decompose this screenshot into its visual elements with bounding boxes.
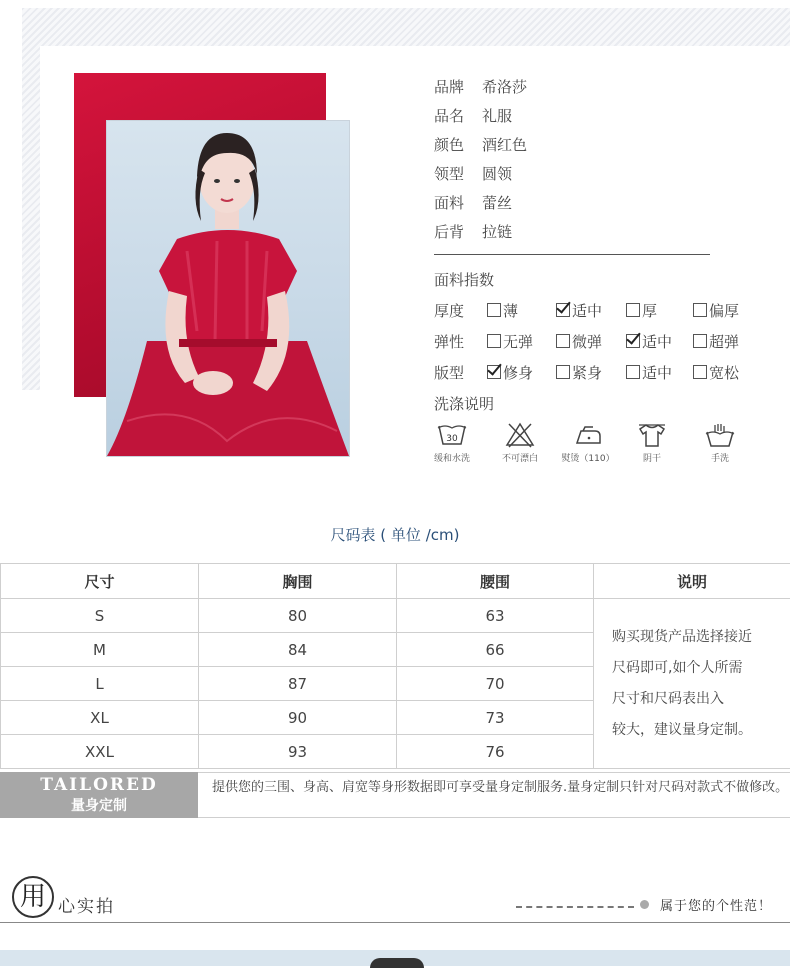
svg-text:30: 30 xyxy=(446,434,458,444)
fabric-option: 微弹 xyxy=(556,331,602,352)
checkbox-icon xyxy=(626,365,640,379)
table-row xyxy=(1,599,790,633)
column-header: 腰围 xyxy=(397,564,594,599)
section-title: 心实拍 xyxy=(58,892,115,917)
spec-value: 拉链 xyxy=(482,223,512,241)
tailored-badge xyxy=(0,772,198,818)
size-cell: L xyxy=(1,667,199,701)
fabric-row-label: 弹性 xyxy=(434,331,474,352)
tailored-note: 提供您的三围、身高、肩宽等身形数据即可享受量身定制服务.量身定制只针对尺码对款式不做修改。 xyxy=(198,772,790,818)
section-mark: 用 xyxy=(12,876,54,918)
column-header: 尺寸 xyxy=(1,564,199,599)
section-dashes xyxy=(516,906,634,909)
spec-label: 品名 xyxy=(434,105,482,126)
model-illustration xyxy=(107,121,349,456)
tailored-en: TAILORED xyxy=(0,775,198,795)
spec-value: 希洛莎 xyxy=(482,78,527,96)
waist-cell: 63 xyxy=(397,599,594,633)
spec-value: 礼服 xyxy=(482,107,512,125)
section-dot xyxy=(640,900,649,909)
checkbox-icon xyxy=(693,303,707,317)
fabric-index-title: 面料指数 xyxy=(434,269,494,290)
table-header-row xyxy=(1,564,790,599)
column-header: 胸围 xyxy=(199,564,397,599)
checkbox-icon xyxy=(556,365,570,379)
checkbox-icon xyxy=(556,334,570,348)
hand-wash-icon xyxy=(705,422,735,448)
spec-label: 后背 xyxy=(434,221,482,242)
chest-cell: 90 xyxy=(199,701,397,735)
care-item xyxy=(490,422,550,464)
checkbox-icon xyxy=(487,334,501,348)
fabric-row-label: 厚度 xyxy=(434,300,474,321)
checkbox-icon xyxy=(626,303,640,317)
spec-value: 蕾丝 xyxy=(482,194,512,212)
spec-value: 圆领 xyxy=(482,165,512,183)
chest-cell: 84 xyxy=(199,633,397,667)
fabric-option: 宽松 xyxy=(693,362,739,383)
fabric-option: 薄 xyxy=(487,300,518,321)
spec-row-name xyxy=(434,105,512,126)
checkbox-icon xyxy=(693,334,707,348)
checkbox-checked-icon xyxy=(556,303,570,317)
decorative-hatch-left xyxy=(22,8,40,390)
size-cell: S xyxy=(1,599,199,633)
waist-cell: 73 xyxy=(397,701,594,735)
fabric-option: 适中 xyxy=(626,331,672,352)
size-cell: XL xyxy=(1,701,199,735)
waist-cell: 66 xyxy=(397,633,594,667)
spec-label: 领型 xyxy=(434,163,482,184)
note-line: 尺码即可,如个人所需 xyxy=(612,653,790,684)
spec-label: 面料 xyxy=(434,192,482,213)
fabric-option: 修身 xyxy=(487,362,533,383)
spec-label: 颜色 xyxy=(434,134,482,155)
chest-cell: 80 xyxy=(199,599,397,633)
decorative-hatch-top xyxy=(22,8,790,46)
fabric-option: 适中 xyxy=(626,362,672,383)
chest-cell: 93 xyxy=(199,735,397,769)
wash-30-icon xyxy=(437,422,467,448)
spec-row-brand xyxy=(434,76,527,97)
next-photo-hair xyxy=(370,958,424,968)
column-header: 说明 xyxy=(594,564,790,599)
fabric-option: 紧身 xyxy=(556,362,602,383)
size-table xyxy=(0,563,790,769)
chest-cell: 87 xyxy=(199,667,397,701)
note-line: 购买现货产品选择接近 xyxy=(612,622,790,653)
spec-divider xyxy=(434,254,710,255)
checkbox-checked-icon xyxy=(487,365,501,379)
product-photo xyxy=(106,120,350,457)
care-item xyxy=(690,422,750,464)
fabric-option: 超弹 xyxy=(693,331,739,352)
fabric-option: 偏厚 xyxy=(693,300,739,321)
checkbox-checked-icon xyxy=(626,334,640,348)
checkbox-icon xyxy=(693,365,707,379)
section-slogan: 属于您的个性范！ xyxy=(660,895,772,914)
care-item xyxy=(622,422,682,464)
waist-cell: 70 xyxy=(397,667,594,701)
tailored-cn: 量身定制 xyxy=(0,795,198,815)
iron-icon xyxy=(573,422,603,448)
care-label: 缓和水洗 xyxy=(422,451,482,464)
note-line: 较大，建议量身定制。 xyxy=(612,715,790,746)
care-item xyxy=(422,422,482,464)
spec-row-fabric xyxy=(434,192,512,213)
no-bleach-icon xyxy=(505,422,535,448)
fabric-option: 厚 xyxy=(626,300,657,321)
spec-row-back xyxy=(434,221,512,242)
fabric-row-label: 版型 xyxy=(434,362,474,383)
spec-label: 品牌 xyxy=(434,76,482,97)
size-note xyxy=(594,599,790,769)
spec-value: 酒红色 xyxy=(482,136,527,154)
note-line: 尺寸和尺码表出入 xyxy=(612,684,790,715)
size-table-title: 尺码表 ( 单位 /cm) xyxy=(0,524,790,545)
care-label: 熨烫（110） xyxy=(558,451,618,464)
size-cell: XXL xyxy=(1,735,199,769)
care-item xyxy=(558,422,618,464)
size-cell: M xyxy=(1,633,199,667)
care-label: 不可漂白 xyxy=(490,451,550,464)
wash-title: 洗涤说明 xyxy=(434,393,494,414)
care-label: 阴干 xyxy=(622,451,682,464)
hang-dry-icon xyxy=(637,422,667,448)
fabric-option: 无弹 xyxy=(487,331,533,352)
fabric-option: 适中 xyxy=(556,300,602,321)
section-rule xyxy=(0,922,790,923)
waist-cell: 76 xyxy=(397,735,594,769)
care-label: 手洗 xyxy=(690,451,750,464)
spec-row-color xyxy=(434,134,527,155)
checkbox-icon xyxy=(487,303,501,317)
spec-row-collar xyxy=(434,163,512,184)
